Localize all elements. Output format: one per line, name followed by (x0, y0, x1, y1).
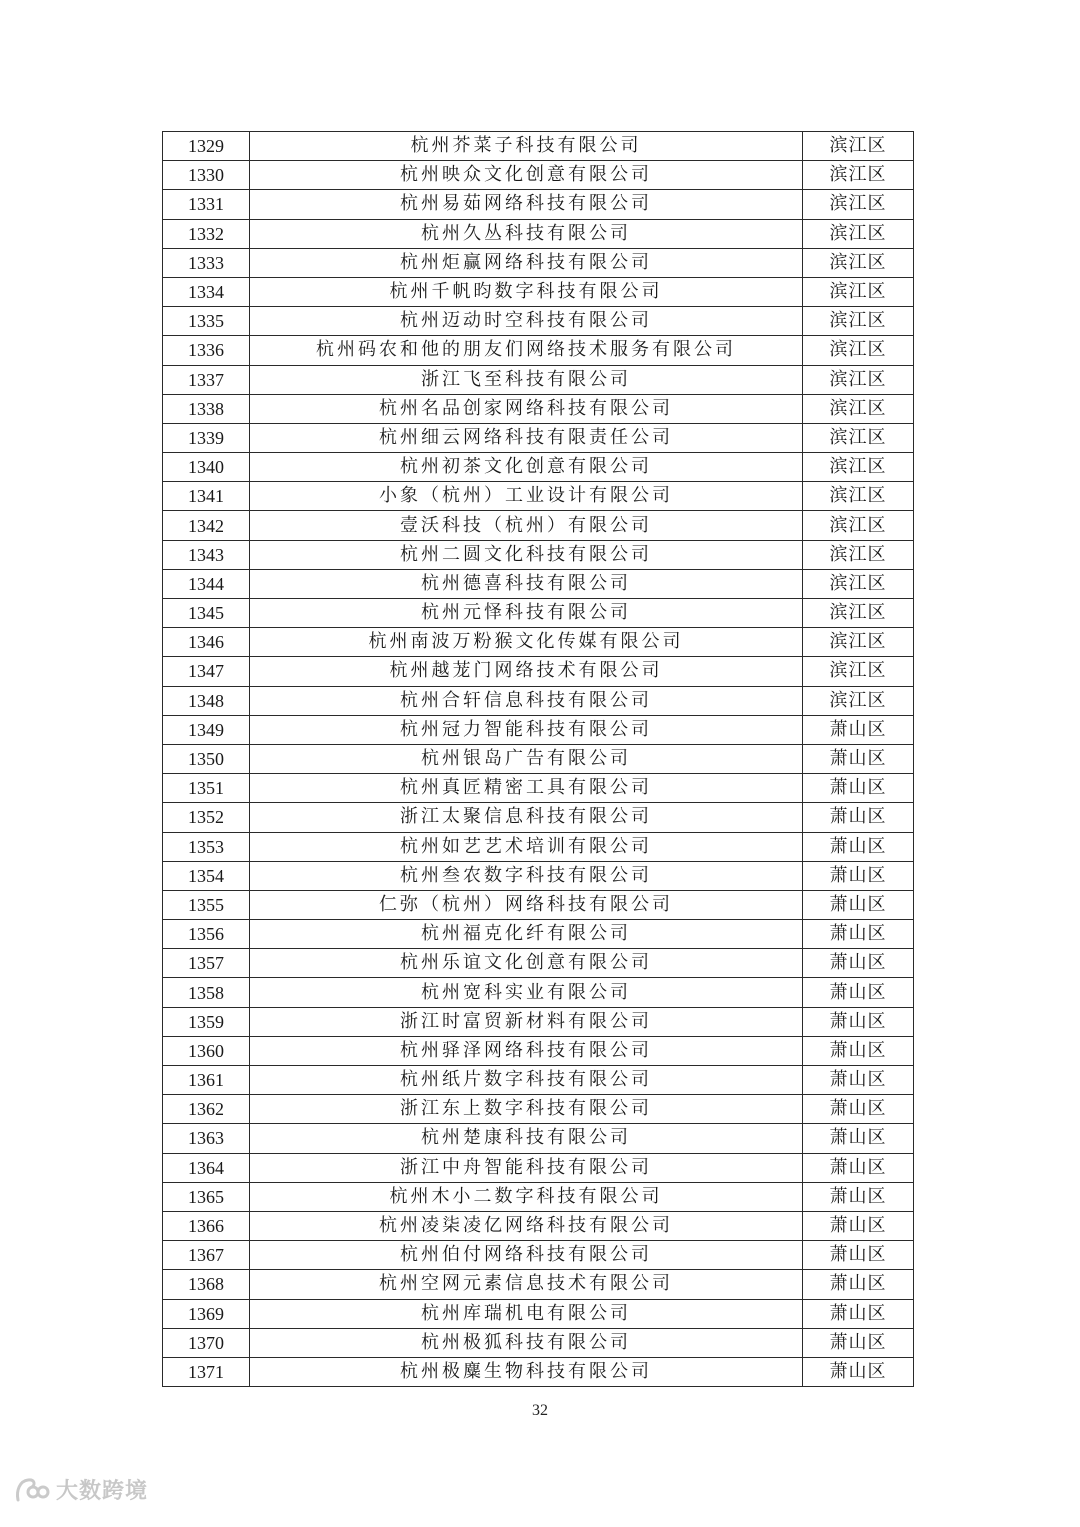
company-name-cell: 杭州伯付网络科技有限公司 (250, 1241, 803, 1270)
table-row (163, 686, 914, 715)
row-number-cell: 1371 (163, 1357, 250, 1386)
table-row (163, 1211, 914, 1240)
company-name-cell: 杭州驿泽网络科技有限公司 (250, 1036, 803, 1065)
table-row (163, 599, 914, 628)
row-number-cell: 1351 (163, 774, 250, 803)
company-name-cell: 杭州木小二数字科技有限公司 (250, 1182, 803, 1211)
district-cell: 滨江区 (803, 628, 914, 657)
company-name-cell: 杭州二圆文化科技有限公司 (250, 540, 803, 569)
company-name-cell: 杭州元怿科技有限公司 (250, 599, 803, 628)
table-row (163, 1357, 914, 1386)
company-name-cell: 杭州久丛科技有限公司 (250, 219, 803, 248)
table-row (163, 949, 914, 978)
row-number-cell: 1356 (163, 920, 250, 949)
table-row (163, 1066, 914, 1095)
district-cell: 萧山区 (803, 949, 914, 978)
district-cell: 滨江区 (803, 277, 914, 306)
row-number-cell: 1343 (163, 540, 250, 569)
table-row (163, 774, 914, 803)
table-row (163, 365, 914, 394)
table-row (163, 277, 914, 306)
company-name-cell: 杭州易茹网络科技有限公司 (250, 190, 803, 219)
table-row (163, 1124, 914, 1153)
row-number-cell: 1354 (163, 861, 250, 890)
district-cell: 滨江区 (803, 307, 914, 336)
row-number-cell: 1353 (163, 832, 250, 861)
row-number-cell: 1333 (163, 248, 250, 277)
row-number-cell: 1355 (163, 890, 250, 919)
table-row (163, 1299, 914, 1328)
company-name-cell: 杭州真匠精密工具有限公司 (250, 774, 803, 803)
table-row (163, 394, 914, 423)
row-number-cell: 1336 (163, 336, 250, 365)
company-name-cell: 杭州芥菜子科技有限公司 (250, 132, 803, 161)
table-row (163, 803, 914, 832)
table-row (163, 569, 914, 598)
company-name-cell: 仁弥（杭州）网络科技有限公司 (250, 890, 803, 919)
company-name-cell: 杭州名品创家网络科技有限公司 (250, 394, 803, 423)
row-number-cell: 1332 (163, 219, 250, 248)
table-row (163, 978, 914, 1007)
table-row (163, 219, 914, 248)
table-row (163, 1241, 914, 1270)
row-number-cell: 1370 (163, 1328, 250, 1357)
district-cell: 滨江区 (803, 190, 914, 219)
row-number-cell: 1365 (163, 1182, 250, 1211)
district-cell: 滨江区 (803, 161, 914, 190)
company-name-cell: 杭州初茶文化创意有限公司 (250, 453, 803, 482)
table-row (163, 511, 914, 540)
company-name-cell: 浙江太聚信息科技有限公司 (250, 803, 803, 832)
district-cell: 滨江区 (803, 511, 914, 540)
company-name-cell: 杭州极麋生物科技有限公司 (250, 1357, 803, 1386)
table-row (163, 832, 914, 861)
row-number-cell: 1329 (163, 132, 250, 161)
company-name-cell: 浙江时富贸新材料有限公司 (250, 1007, 803, 1036)
district-cell: 滨江区 (803, 336, 914, 365)
table-row (163, 248, 914, 277)
table-row (163, 628, 914, 657)
district-cell: 萧山区 (803, 1211, 914, 1240)
row-number-cell: 1366 (163, 1211, 250, 1240)
company-name-cell: 杭州如艺艺术培训有限公司 (250, 832, 803, 861)
row-number-cell: 1338 (163, 394, 250, 423)
row-number-cell: 1344 (163, 569, 250, 598)
table-row (163, 1328, 914, 1357)
table-row (163, 190, 914, 219)
watermark-text: 大数跨境 (56, 1479, 149, 1504)
table-row (163, 482, 914, 511)
company-list-table (162, 131, 914, 1387)
district-cell: 萧山区 (803, 1328, 914, 1357)
district-cell: 萧山区 (803, 803, 914, 832)
row-number-cell: 1335 (163, 307, 250, 336)
company-name-cell: 杭州银岛广告有限公司 (250, 744, 803, 773)
table-row (163, 657, 914, 686)
row-number-cell: 1358 (163, 978, 250, 1007)
district-cell: 萧山区 (803, 1095, 914, 1124)
company-name-cell: 杭州炬赢网络科技有限公司 (250, 248, 803, 277)
district-cell: 萧山区 (803, 1007, 914, 1036)
company-name-cell: 杭州楚康科技有限公司 (250, 1124, 803, 1153)
district-cell: 萧山区 (803, 744, 914, 773)
company-name-cell: 浙江东上数字科技有限公司 (250, 1095, 803, 1124)
company-name-cell: 浙江飞至科技有限公司 (250, 365, 803, 394)
table-row (163, 1007, 914, 1036)
district-cell: 滨江区 (803, 219, 914, 248)
row-number-cell: 1330 (163, 161, 250, 190)
watermark (14, 1474, 148, 1505)
district-cell: 萧山区 (803, 774, 914, 803)
row-number-cell: 1362 (163, 1095, 250, 1124)
district-cell: 萧山区 (803, 832, 914, 861)
district-cell: 萧山区 (803, 861, 914, 890)
row-number-cell: 1359 (163, 1007, 250, 1036)
table-row (163, 1036, 914, 1065)
district-cell: 滨江区 (803, 248, 914, 277)
company-name-cell: 杭州合轩信息科技有限公司 (250, 686, 803, 715)
row-number-cell: 1347 (163, 657, 250, 686)
table-row (163, 132, 914, 161)
district-cell: 滨江区 (803, 423, 914, 452)
row-number-cell: 1367 (163, 1241, 250, 1270)
row-number-cell: 1346 (163, 628, 250, 657)
table-row (163, 540, 914, 569)
company-name-cell: 杭州凌柒凌亿网络科技有限公司 (250, 1211, 803, 1240)
district-cell: 萧山区 (803, 1036, 914, 1065)
row-number-cell: 1334 (163, 277, 250, 306)
district-cell: 萧山区 (803, 1153, 914, 1182)
row-number-cell: 1331 (163, 190, 250, 219)
company-name-cell: 浙江中舟智能科技有限公司 (250, 1153, 803, 1182)
table-row (163, 1182, 914, 1211)
table-row (163, 920, 914, 949)
company-name-cell: 杭州码农和他的朋友们网络技术服务有限公司 (250, 336, 803, 365)
table-row (163, 307, 914, 336)
company-name-cell: 小象（杭州）工业设计有限公司 (250, 482, 803, 511)
row-number-cell: 1352 (163, 803, 250, 832)
table-row (163, 861, 914, 890)
company-name-cell: 杭州福克化纤有限公司 (250, 920, 803, 949)
row-number-cell: 1363 (163, 1124, 250, 1153)
page-number: 32 (532, 1402, 548, 1419)
company-name-cell: 杭州映众文化创意有限公司 (250, 161, 803, 190)
district-cell: 滨江区 (803, 482, 914, 511)
district-cell: 滨江区 (803, 599, 914, 628)
row-number-cell: 1341 (163, 482, 250, 511)
district-cell: 滨江区 (803, 132, 914, 161)
company-name-cell: 杭州德喜科技有限公司 (250, 569, 803, 598)
company-name-cell: 杭州冠力智能科技有限公司 (250, 715, 803, 744)
company-name-cell: 杭州宽科实业有限公司 (250, 978, 803, 1007)
company-name-cell: 杭州越茏门网络技术有限公司 (250, 657, 803, 686)
row-number-cell: 1348 (163, 686, 250, 715)
row-number-cell: 1361 (163, 1066, 250, 1095)
row-number-cell: 1345 (163, 599, 250, 628)
row-number-cell: 1349 (163, 715, 250, 744)
table-row (163, 453, 914, 482)
table-row (163, 715, 914, 744)
company-name-cell: 杭州纸片数字科技有限公司 (250, 1066, 803, 1095)
company-list-body (163, 132, 914, 1387)
district-cell: 萧山区 (803, 1182, 914, 1211)
table-row (163, 1270, 914, 1299)
company-name-cell: 壹沃科技（杭州）有限公司 (250, 511, 803, 540)
district-cell: 萧山区 (803, 1357, 914, 1386)
company-name-cell: 杭州乐谊文化创意有限公司 (250, 949, 803, 978)
company-name-cell: 杭州南波万粉猴文化传媒有限公司 (250, 628, 803, 657)
district-cell: 萧山区 (803, 1241, 914, 1270)
company-name-cell: 杭州空网元素信息技术有限公司 (250, 1270, 803, 1299)
row-number-cell: 1369 (163, 1299, 250, 1328)
row-number-cell: 1340 (163, 453, 250, 482)
row-number-cell: 1368 (163, 1270, 250, 1299)
row-number-cell: 1360 (163, 1036, 250, 1065)
table-row (163, 744, 914, 773)
company-name-cell: 杭州极狐科技有限公司 (250, 1328, 803, 1357)
watermark-logo-icon (14, 1476, 50, 1504)
district-cell: 萧山区 (803, 1124, 914, 1153)
company-name-cell: 杭州库瑞机电有限公司 (250, 1299, 803, 1328)
table-row (163, 161, 914, 190)
table-row (163, 423, 914, 452)
company-name-cell: 杭州千帆昀数字科技有限公司 (250, 277, 803, 306)
row-number-cell: 1337 (163, 365, 250, 394)
row-number-cell: 1342 (163, 511, 250, 540)
district-cell: 萧山区 (803, 1299, 914, 1328)
company-name-cell: 杭州叁农数字科技有限公司 (250, 861, 803, 890)
table-row (163, 1095, 914, 1124)
company-name-cell: 杭州细云网络科技有限责任公司 (250, 423, 803, 452)
row-number-cell: 1364 (163, 1153, 250, 1182)
district-cell: 萧山区 (803, 1270, 914, 1299)
row-number-cell: 1339 (163, 423, 250, 452)
district-cell: 萧山区 (803, 890, 914, 919)
company-name-cell: 杭州迈动时空科技有限公司 (250, 307, 803, 336)
district-cell: 萧山区 (803, 1066, 914, 1095)
table-row (163, 1153, 914, 1182)
row-number-cell: 1350 (163, 744, 250, 773)
district-cell: 滨江区 (803, 365, 914, 394)
company-list-sheet (162, 131, 912, 1387)
row-number-cell: 1357 (163, 949, 250, 978)
district-cell: 滨江区 (803, 569, 914, 598)
table-row (163, 336, 914, 365)
district-cell: 滨江区 (803, 657, 914, 686)
table-row (163, 890, 914, 919)
district-cell: 萧山区 (803, 715, 914, 744)
district-cell: 滨江区 (803, 453, 914, 482)
district-cell: 萧山区 (803, 978, 914, 1007)
district-cell: 萧山区 (803, 920, 914, 949)
district-cell: 滨江区 (803, 686, 914, 715)
district-cell: 滨江区 (803, 394, 914, 423)
district-cell: 滨江区 (803, 540, 914, 569)
